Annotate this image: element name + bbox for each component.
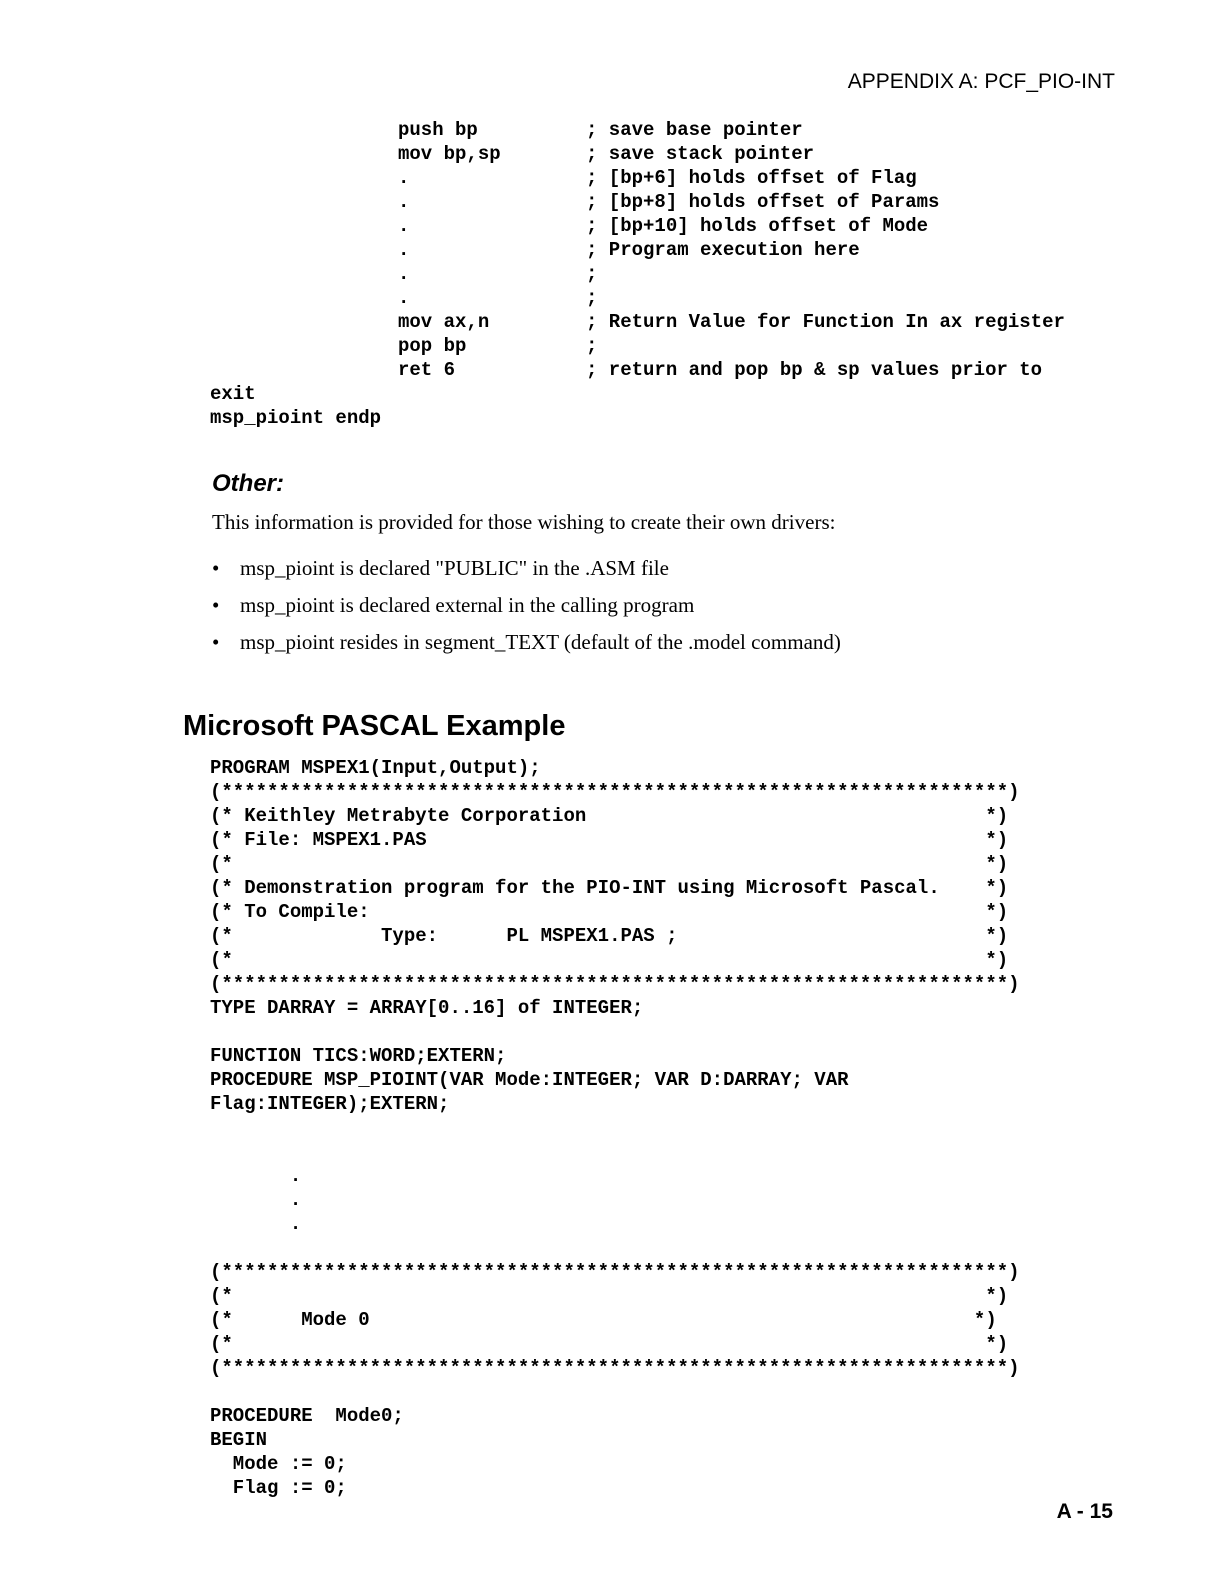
asm-comment: ; <box>586 335 598 357</box>
asm-instruction: . <box>398 287 410 309</box>
asm-comment: ; <box>586 287 598 309</box>
code-line: (* *) <box>210 949 1009 971</box>
code-line: (* *) <box>210 1333 1009 1355</box>
code-line <box>210 190 940 214</box>
asm-comment: ; [bp+10] holds offset of Mode <box>586 215 929 237</box>
code-line: Flag := 0; <box>210 1477 347 1499</box>
code-line <box>210 334 598 358</box>
asm-comment: ; save stack pointer <box>586 143 815 165</box>
code-line <box>210 262 598 286</box>
code-line: (* *) <box>210 1285 1009 1307</box>
bullet-list <box>212 556 841 667</box>
code-line <box>210 310 1065 334</box>
list-item <box>212 593 841 630</box>
asm-instruction: . <box>398 167 410 189</box>
code-line: (* To Compile: *) <box>210 901 1009 923</box>
code-line <box>210 1380 1020 1404</box>
asm-comment: ; Program execution here <box>586 239 860 261</box>
code-line: BEGIN <box>210 1429 268 1451</box>
section-heading: Microsoft PASCAL Example <box>183 710 566 742</box>
code-line: . <box>210 1165 302 1187</box>
bullet-icon: • <box>212 630 220 654</box>
bullet-icon: • <box>212 593 220 617</box>
code-line: (* Type: PL MSPEX1.PAS ; *) <box>210 925 1009 947</box>
bullet-text: msp_pioint is declared "PUBLIC" in the .ASM file <box>240 556 669 580</box>
asm-comment: ; [bp+6] holds offset of Flag <box>586 167 917 189</box>
code-line <box>210 142 815 166</box>
code-line: . <box>210 1213 302 1235</box>
asm-comment: ; return and pop bp & sp values prior to <box>586 359 1043 381</box>
code-line: TYPE DARRAY = ARRAY[0..16] of INTEGER; <box>210 997 644 1019</box>
code-line <box>210 238 860 262</box>
bullet-text: msp_pioint resides in segment_TEXT (default of the .model command) <box>240 630 841 654</box>
asm-instruction: mov ax,n <box>398 311 490 333</box>
asm-instruction: . <box>398 215 410 237</box>
asm-instruction: push bp <box>398 119 478 141</box>
code-line: (* Mode 0 *) <box>210 1309 997 1331</box>
asm-instruction: . <box>398 191 410 213</box>
code-line <box>210 166 917 190</box>
code-line <box>210 214 929 238</box>
pascal-code-block <box>210 756 1020 1500</box>
page-number: A - 15 <box>1056 1500 1113 1523</box>
code-line <box>210 118 803 142</box>
code-line: (*********************************************************************) <box>210 781 1020 803</box>
assembly-code-block <box>210 118 1065 430</box>
code-line: PROCEDURE Mode0; <box>210 1405 404 1427</box>
code-line <box>210 1116 1020 1140</box>
code-line: Flag:INTEGER);EXTERN; <box>210 1093 450 1115</box>
code-line: (* *) <box>210 853 1009 875</box>
asm-comment: ; <box>586 263 598 285</box>
code-line: (*********************************************************************) <box>210 1357 1020 1379</box>
code-line: (*********************************************************************) <box>210 1261 1020 1283</box>
code-line: (*********************************************************************) <box>210 973 1020 995</box>
code-line <box>210 358 1043 382</box>
asm-instruction: pop bp <box>398 335 467 357</box>
asm-comment: ; [bp+8] holds offset of Params <box>586 191 940 213</box>
asm-instruction: . <box>398 263 410 285</box>
code-line: (* Demonstration program for the PIO-INT using Microsoft Pascal. *) <box>210 877 1009 899</box>
code-line: PROGRAM MSPEX1(Input,Output); <box>210 757 541 779</box>
code-line: (* File: MSPEX1.PAS *) <box>210 829 1009 851</box>
list-item <box>212 556 841 593</box>
bullet-text: msp_pioint is declared external in the calling program <box>240 593 695 617</box>
code-line: (* Keithley Metrabyte Corporation *) <box>210 805 1009 827</box>
code-line: . <box>210 1189 302 1211</box>
asm-comment: ; Return Value for Function In ax register <box>586 311 1065 333</box>
code-line <box>210 286 598 310</box>
bullet-icon: • <box>212 556 220 580</box>
other-heading: Other: <box>212 470 284 497</box>
code-line: FUNCTION TICS:WORD;EXTERN; <box>210 1045 507 1067</box>
asm-instruction: ret 6 <box>398 359 456 381</box>
code-line <box>210 1140 1020 1164</box>
list-item <box>212 630 841 667</box>
asm-instruction: . <box>398 239 410 261</box>
code-line <box>210 1020 1020 1044</box>
running-header: APPENDIX A: PCF_PIO-INT <box>847 70 1115 93</box>
code-line: exit <box>210 383 256 405</box>
code-line: PROCEDURE MSP_PIOINT(VAR Mode:INTEGER; VAR D:DARRAY; VAR <box>210 1069 849 1091</box>
asm-instruction: mov bp,sp <box>398 143 501 165</box>
code-line <box>210 1236 1020 1260</box>
code-line: Mode := 0; <box>210 1453 347 1475</box>
code-line: msp_pioint endp <box>210 407 382 429</box>
asm-comment: ; save base pointer <box>586 119 803 141</box>
other-paragraph: This information is provided for those wishing to create their own drivers: <box>212 510 836 534</box>
